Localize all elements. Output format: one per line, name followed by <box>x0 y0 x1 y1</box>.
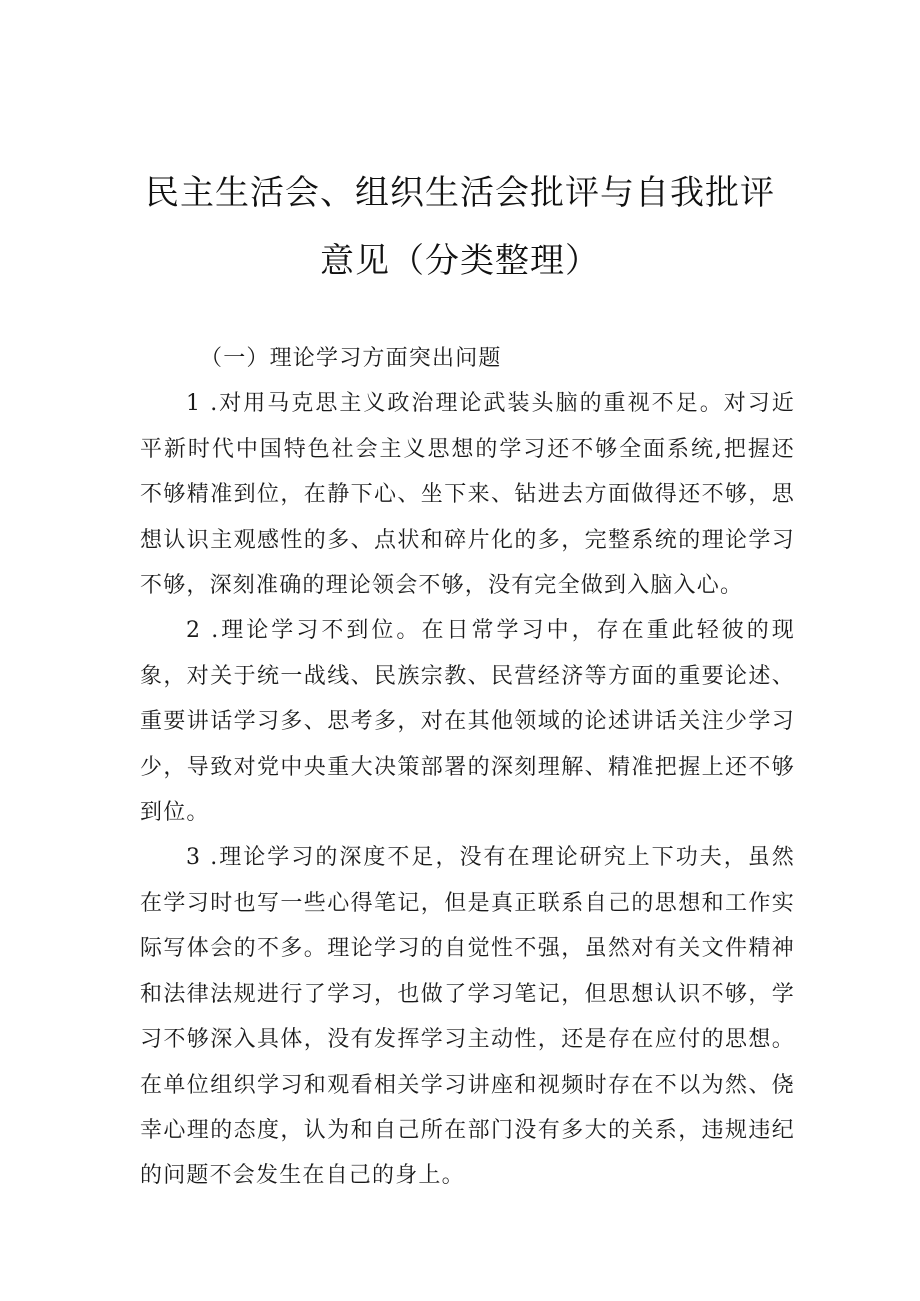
document-title-line-2: 意见（分类整理） <box>320 241 600 281</box>
paragraph-2: 2 .理论学习不到位。在日常学习中，存在重此轻彼的现象，对关于统一战线、民族宗教、民营经济等方面的重要论述、重要讲话学习多、思考多，对在其他领域的论述讲话关注少学习少，导致对党中央重大决策部署的深刻理解、精准把握上还不够到位。 <box>140 618 795 826</box>
paragraph-1: 1 .对用马克思主义政治理论武装头脑的重视不足。对习近平新时代中国特色社会主义思想的学习还不够全面系统,把握还不够精准到位，在静下心、坐下来、钻进去方面做得还不够，思想认识主观感性的多、点状和碎片化的多，完整系统的理论学习不够，深刻准确的理论领会不够，没有完全做到入脑入心。 <box>140 391 795 599</box>
paragraph-3: 3 .理论学习的深度不足，没有在理论研究上下功夫，虽然在学习时也写一些心得笔记，但是真正联系自己的思想和工作实际写体会的不多。理论学习的自觉性不强，虽然对有关文件精神和法律法规进行了学习，也做了学习笔记，但思想认识不够，学习不够深入具体，没有发挥学习主动性，还是存在应付的思想。在单位组织学习和观看相关学习讲座和视频时存在不以为然、侥幸心理的态度，认为和自己所在部门没有多大的关系，违规违纪的问题不会发生在自己的身上。 <box>140 845 795 1189</box>
document-title-line-1: 民主生活会、组织生活会批评与自我批评 <box>145 173 775 213</box>
section-heading: （一）理论学习方面突出问题 <box>200 346 502 371</box>
document-body <box>140 336 795 1199</box>
